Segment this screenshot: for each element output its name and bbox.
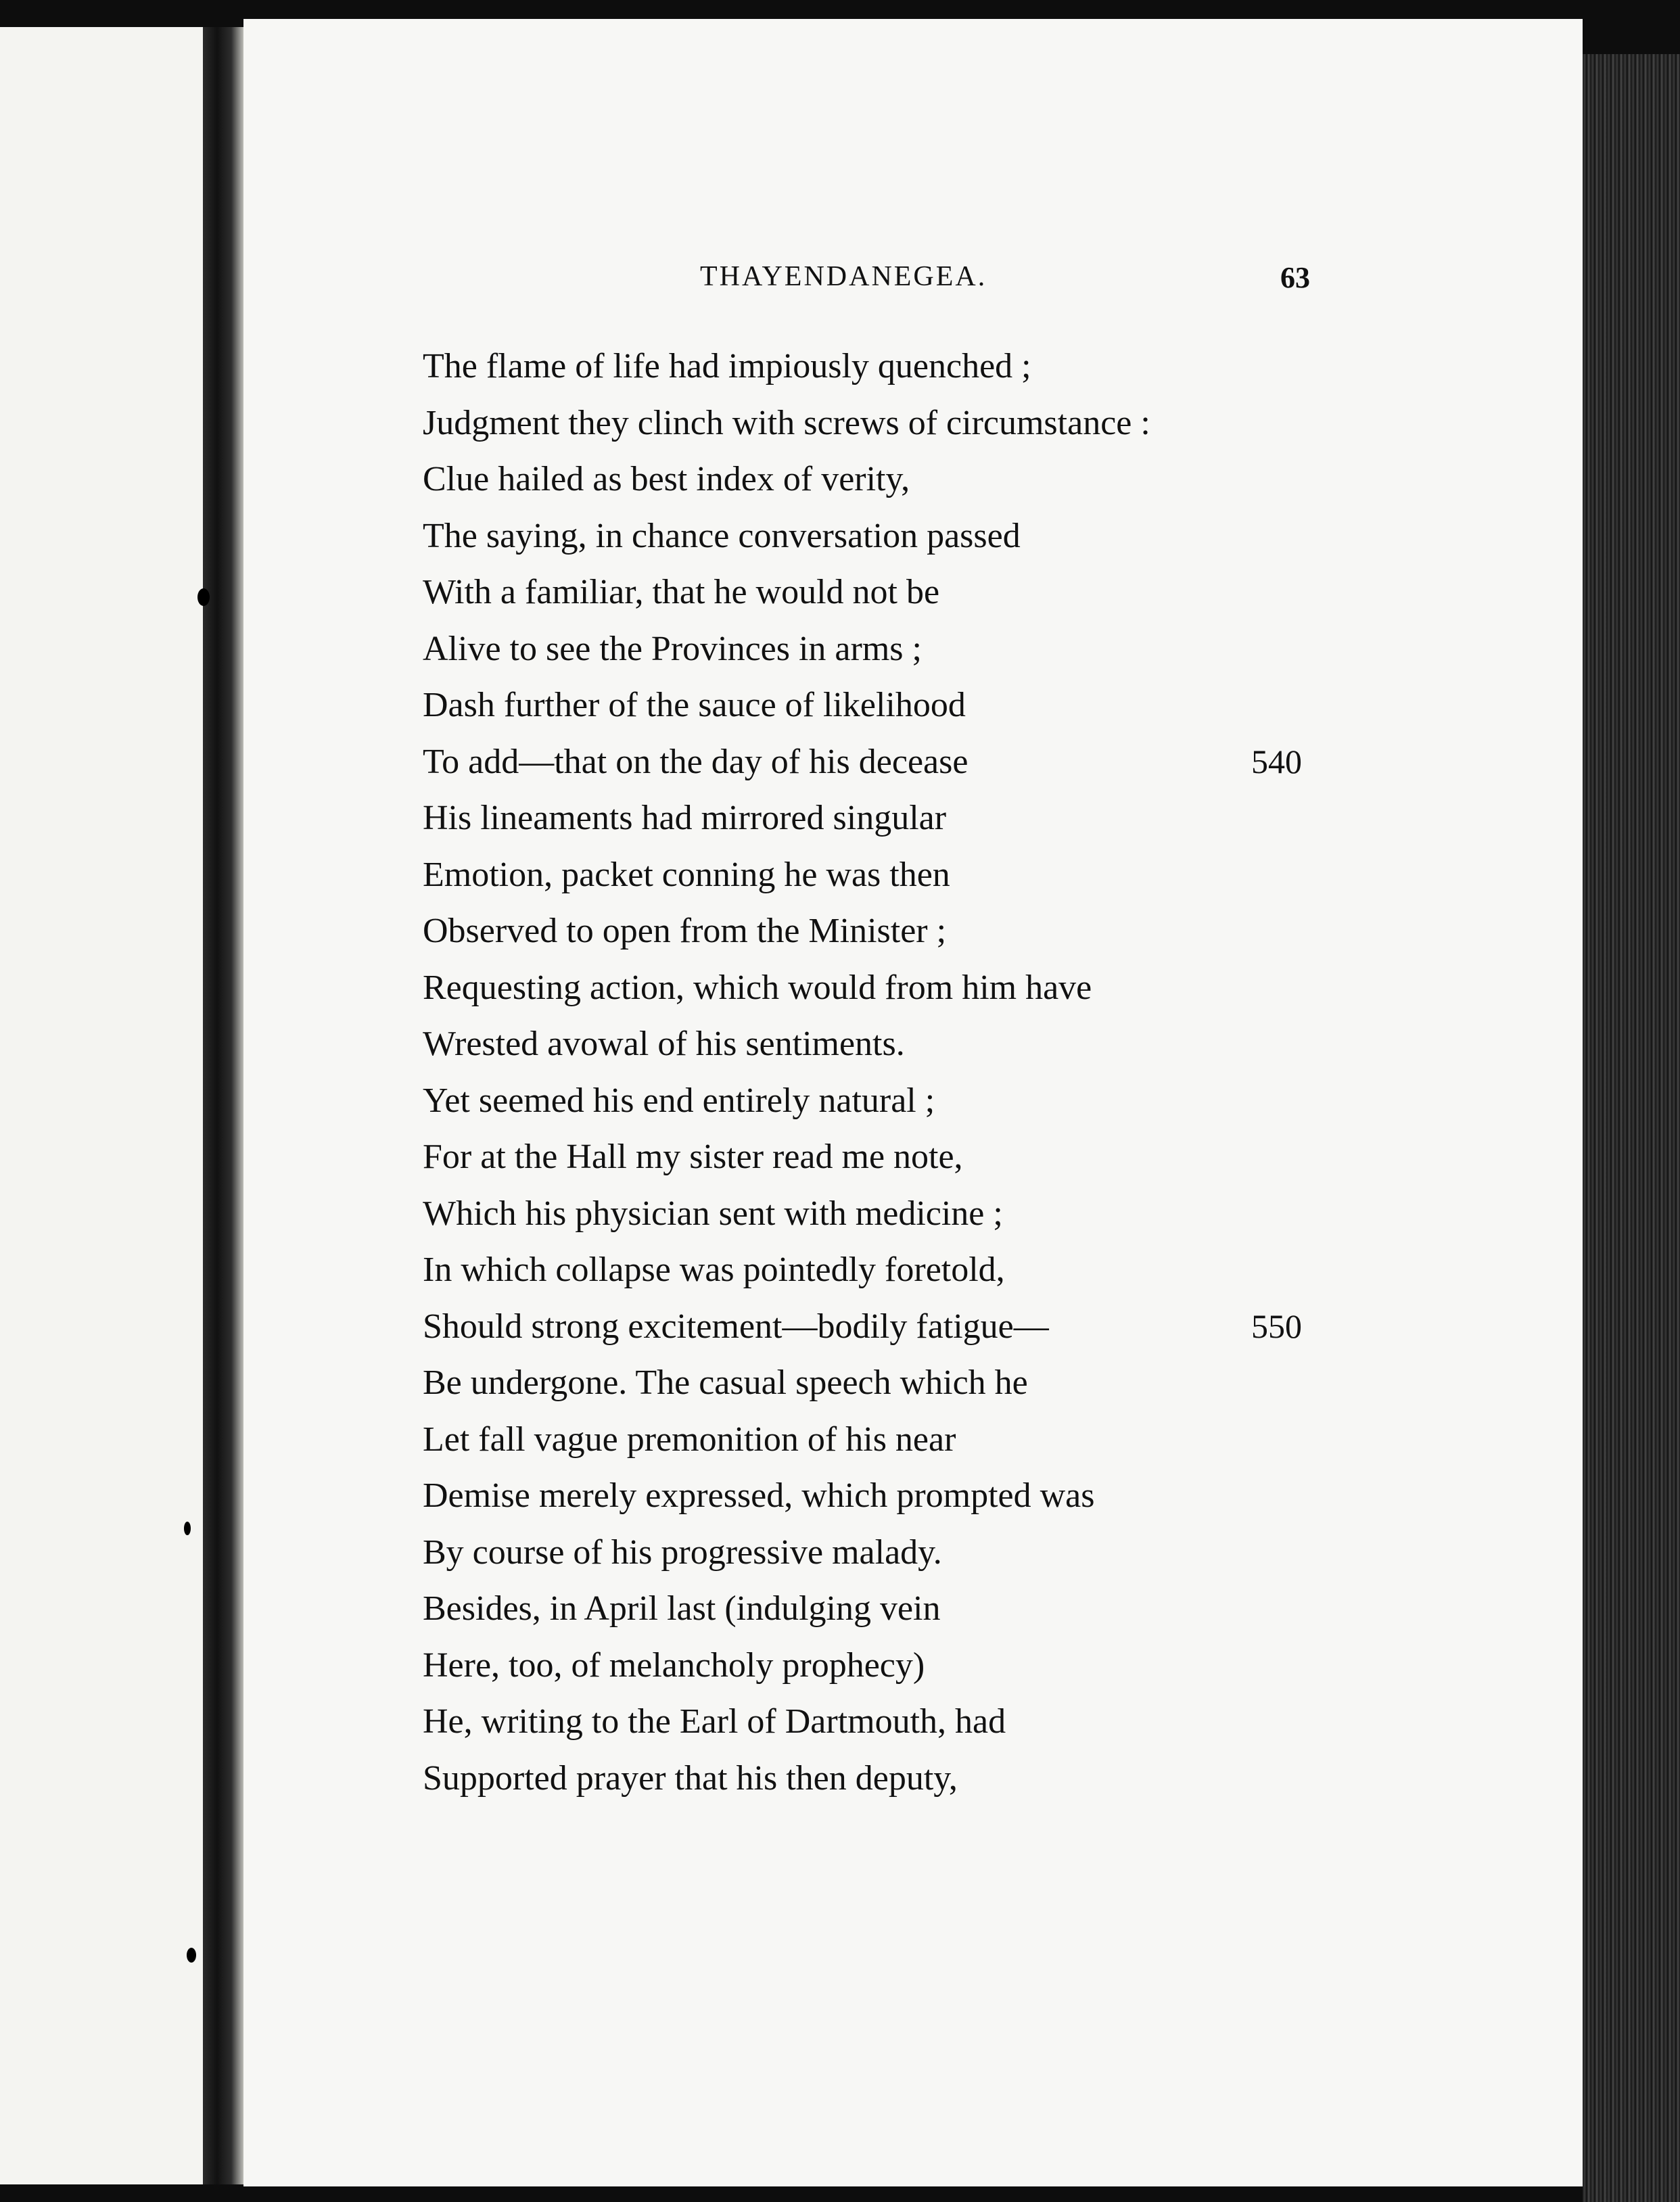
verse-line-text: Alive to see the Provinces in arms ; xyxy=(423,629,922,668)
verse-line xyxy=(423,903,1370,960)
verse-line xyxy=(423,508,1370,565)
verse-line-text: The flame of life had impiously quenched ; xyxy=(423,347,1031,385)
verse-line-text: To add—that on the day of his decease xyxy=(423,742,969,781)
verse-line xyxy=(423,395,1370,452)
verse-line-text: Supported prayer that his then deputy, xyxy=(423,1758,958,1798)
verse-line xyxy=(423,1411,1370,1468)
verse-line xyxy=(423,1073,1370,1129)
page-number: 63 xyxy=(1280,261,1310,294)
verse-line-text: In which collapse was pointedly foretold, xyxy=(423,1250,1005,1289)
verse-line-text: With a familiar, that he would not be xyxy=(423,573,940,611)
verse-line xyxy=(423,677,1370,734)
verse-line xyxy=(423,1580,1370,1637)
verse-line xyxy=(423,1693,1370,1750)
verse-line-text: Wrested avowal of his sentiments. xyxy=(423,1025,905,1063)
verse-line xyxy=(423,1129,1370,1186)
verse-line-text: Let fall vague premonition of his near xyxy=(423,1420,956,1459)
verse-line xyxy=(423,338,1370,395)
verse-line xyxy=(423,1242,1370,1298)
verse-line-text: Observed to open from the Minister ; xyxy=(423,912,947,950)
verse-line-text: Should strong excitement—bodily fatigue— xyxy=(423,1307,1049,1346)
verse-line xyxy=(423,734,1370,791)
binding-hole xyxy=(187,1948,196,1963)
verse-line xyxy=(423,1298,1370,1355)
verse-line-text: Yet seemed his end entirely natural ; xyxy=(423,1081,935,1120)
verse-line xyxy=(423,1750,1370,1807)
line-number: 550 xyxy=(1251,1307,1302,1345)
previous-page-edge xyxy=(0,27,203,2184)
verse-line-text: Demise merely expressed, which prompted was xyxy=(423,1476,1095,1515)
verse-line xyxy=(423,621,1370,678)
verse-line-text: The saying, in chance conversation passed xyxy=(423,516,1021,555)
page-fore-edge xyxy=(1583,54,1680,2202)
verse-line xyxy=(423,1016,1370,1073)
verse-line-text: His lineaments had mirrored singular xyxy=(423,799,947,837)
line-number: 540 xyxy=(1251,742,1302,780)
verse-line-text: Judgment they clinch with screws of circumstance : xyxy=(423,403,1150,442)
verse-line xyxy=(423,451,1370,508)
verse-line-text: Emotion, packet conning he was then xyxy=(423,855,950,894)
book-gutter xyxy=(203,27,243,2184)
verse-line-text: Besides, in April last (indulging vein xyxy=(423,1589,941,1628)
running-head: THAYENDANEGEA. xyxy=(700,261,987,292)
verse-line-text: By course of his progressive malady. xyxy=(423,1532,942,1572)
verse-line xyxy=(423,1355,1370,1411)
verse-line xyxy=(423,1186,1370,1242)
verse-line-text: For at the Hall my sister read me note, xyxy=(423,1138,963,1176)
verse-line xyxy=(423,1637,1370,1694)
verse-line-text: Requesting action, which would from him have xyxy=(423,968,1092,1007)
verse-line-text: Here, too, of melancholy prophecy) xyxy=(423,1645,925,1685)
verse-line-text: Dash further of the sauce of likelihood xyxy=(423,686,966,724)
verse-line xyxy=(423,564,1370,621)
verse-line-text: Which his physician sent with medicine ; xyxy=(423,1194,1003,1233)
verse-line xyxy=(423,1524,1370,1581)
verse-line xyxy=(423,847,1370,904)
verse-line xyxy=(423,960,1370,1016)
verse-line-text: Be undergone. The casual speech which he xyxy=(423,1363,1028,1402)
verse-line-text: Clue hailed as best index of verity, xyxy=(423,460,910,498)
binding-hole xyxy=(197,588,210,606)
verse-line xyxy=(423,790,1370,847)
verse-line-text: He, writing to the Earl of Dartmouth, had xyxy=(423,1702,1006,1741)
verse-line xyxy=(423,1468,1370,1524)
verse-block xyxy=(423,338,1370,1806)
binding-hole xyxy=(184,1522,191,1535)
